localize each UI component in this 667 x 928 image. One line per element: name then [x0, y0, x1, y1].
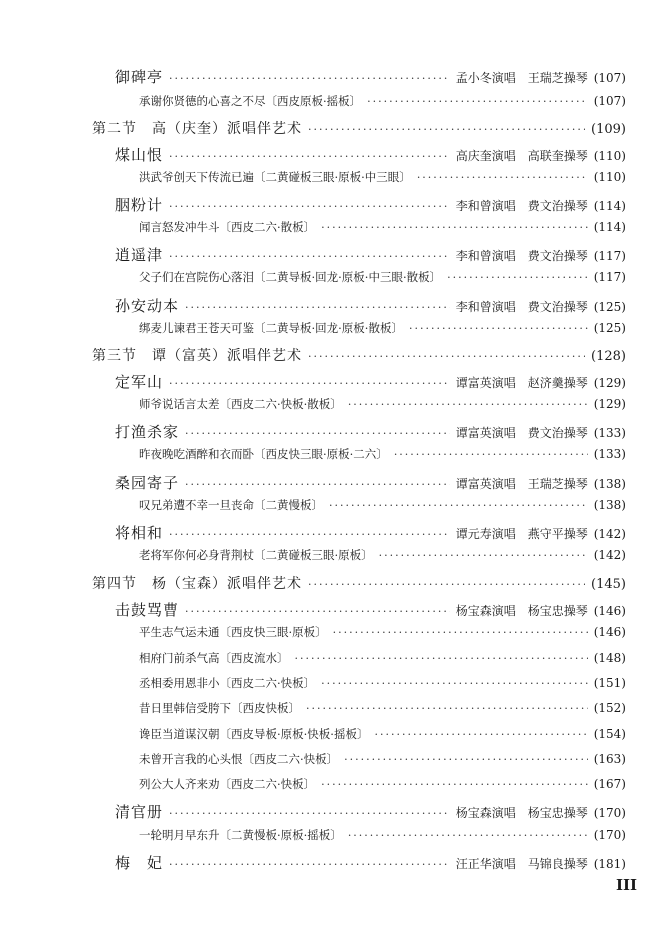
entry-title: 师爷说话言太差〔西皮二六·快板·散板〕	[139, 397, 342, 411]
opera-entry	[115, 371, 626, 392]
dot-leader	[333, 626, 588, 639]
aria-entry	[139, 446, 626, 462]
entry-page: (129)	[593, 376, 626, 390]
entry-title: 未曾开言我的心头恨〔西皮二六·快板〕	[139, 752, 339, 766]
entry-page: (125)	[593, 300, 626, 314]
entry-title: 丞相委用恩非小〔西皮二六·快板〕	[139, 676, 316, 690]
entry-title: 承谢你贤德的心喜之不尽〔西皮原板·摇板〕	[139, 94, 362, 108]
entry-title: 第四节 杨（宝森）派唱伴艺术	[92, 576, 302, 592]
entry-page: (170)	[593, 828, 626, 842]
dot-leader	[321, 677, 588, 690]
entry-page: (145)	[591, 577, 626, 592]
entry-page: (167)	[593, 777, 626, 791]
aria-entry	[139, 650, 626, 666]
aria-entry	[139, 827, 626, 843]
entry-page: (152)	[593, 701, 626, 715]
dot-leader	[185, 427, 450, 440]
dot-leader	[306, 702, 588, 715]
aria-entry	[139, 93, 626, 109]
entry-title: 洪武爷创天下传流已遍〔二黄碰板三眼·原板·中三眼〕	[139, 170, 411, 184]
entry-page: (181)	[593, 857, 626, 871]
entry-page: (114)	[593, 199, 626, 213]
entry-page: (133)	[593, 447, 626, 461]
entry-title: 谗臣当道谋汉朝〔西皮导板·原板·快板·摇板〕	[139, 727, 369, 741]
dot-leader	[169, 807, 450, 820]
entry-title: 相府门前杀气高〔西皮流水〕	[139, 651, 289, 665]
entry-title: 一轮明月早东升〔二黄慢板·原板·摇板〕	[139, 828, 342, 842]
aria-entry	[139, 396, 626, 412]
entry-title: 清官册	[115, 803, 164, 821]
dot-leader	[379, 549, 588, 562]
entry-page: (128)	[591, 349, 626, 364]
entry-page: (117)	[593, 249, 626, 263]
entry-page: (125)	[593, 321, 626, 335]
entry-title: 梅 妃	[115, 854, 164, 872]
entry-title: 逍遥津	[115, 246, 164, 264]
entry-title: 将相和	[115, 524, 164, 542]
entry-page: (154)	[593, 727, 626, 741]
dot-leader	[169, 858, 450, 871]
dot-leader	[295, 652, 588, 665]
entry-title: 打渔杀家	[115, 423, 180, 441]
opera-entry	[115, 522, 626, 543]
entry-title: 第二节 高（庆奎）派唱伴艺术	[92, 121, 302, 137]
aria-entry	[139, 219, 626, 235]
dot-leader	[185, 478, 450, 491]
entry-title: 击鼓骂曹	[115, 601, 180, 619]
entry-title: 平生志气运未通〔西皮快三眼·原板〕	[139, 625, 327, 639]
entry-title: 定军山	[115, 373, 164, 391]
opera-entry	[115, 66, 626, 87]
entry-page: (146)	[593, 625, 626, 639]
entry-title: 御碑亭	[115, 68, 164, 86]
entry-page: (117)	[593, 270, 626, 284]
entry-title: 第三节 谭（富英）派唱伴艺术	[92, 348, 302, 364]
entry-title: 闻言怒发冲牛斗〔西皮二六·散板〕	[139, 220, 316, 234]
entry-performers: 谭富英演唱 王瑞芝操琴	[455, 477, 588, 491]
entry-performers: 李和曾演唱 费文治操琴	[455, 199, 588, 213]
dot-leader	[447, 271, 588, 284]
aria-entry	[139, 269, 626, 285]
entry-title: 列公大人齐来劝〔西皮二六·快板〕	[139, 777, 316, 791]
dot-leader	[169, 150, 450, 163]
opera-entry	[115, 295, 626, 316]
entry-page: (138)	[593, 498, 626, 512]
page-number: III	[616, 876, 638, 894]
dot-leader	[417, 171, 588, 184]
aria-entry	[139, 169, 626, 185]
entry-performers: 孟小冬演唱 王瑞芝操琴	[455, 71, 588, 85]
opera-entry	[115, 194, 626, 215]
entry-performers: 谭富英演唱 费文治操琴	[455, 426, 588, 440]
dot-leader	[169, 200, 450, 213]
dot-leader	[169, 528, 450, 541]
aria-entry	[139, 700, 626, 716]
dot-leader	[308, 350, 585, 363]
opera-entry	[115, 599, 626, 620]
entry-page: (107)	[593, 94, 626, 108]
opera-entry	[115, 852, 626, 873]
entry-title: 胭粉计	[115, 196, 164, 214]
aria-entry	[139, 320, 626, 336]
entry-page: (138)	[593, 477, 626, 491]
entry-performers: 杨宝森演唱 杨宝忠操琴	[455, 806, 588, 820]
aria-entry	[139, 624, 626, 640]
entry-performers: 汪正华演唱 马锦良操琴	[455, 857, 588, 871]
aria-entry	[139, 497, 626, 513]
dot-leader	[308, 123, 585, 136]
entry-performers: 谭富英演唱 赵济羹操琴	[455, 376, 588, 390]
entry-title: 叹兄弟遭不幸一旦丧命〔二黄慢板〕	[139, 498, 323, 512]
entry-title: 父子们在宫院伤心落泪〔二黄导板·回龙·原板·中三眼·散板〕	[139, 270, 442, 284]
dot-leader	[409, 322, 588, 335]
entry-page: (148)	[593, 651, 626, 665]
entry-performers: 谭元寿演唱 燕守平操琴	[455, 527, 588, 541]
entry-page: (110)	[593, 170, 626, 184]
dot-leader	[169, 250, 450, 263]
entry-title: 桑园寄子	[115, 474, 180, 492]
opera-entry	[115, 801, 626, 822]
dot-leader	[394, 448, 588, 461]
section-entry	[92, 345, 626, 365]
entry-page: (114)	[593, 220, 626, 234]
aria-entry	[139, 547, 626, 563]
entry-page: (146)	[593, 604, 626, 618]
entry-performers: 李和曾演唱 费文治操琴	[455, 249, 588, 263]
aria-entry	[139, 675, 626, 691]
dot-leader	[185, 301, 450, 314]
dot-leader	[169, 72, 450, 85]
entry-page: (170)	[593, 806, 626, 820]
dot-leader	[348, 829, 588, 842]
entry-title: 昨夜晚吃酒醉和衣而卧〔西皮快三眼·原板·二六〕	[139, 447, 388, 461]
dot-leader	[308, 578, 585, 591]
dot-leader	[374, 728, 587, 741]
entry-page: (110)	[593, 149, 626, 163]
dot-leader	[329, 499, 588, 512]
entry-page: (129)	[593, 397, 626, 411]
opera-entry	[115, 244, 626, 265]
entry-title: 绑麦儿谏君王苍天可鉴〔二黄导板·回龙·原板·散板〕	[139, 321, 403, 335]
dot-leader	[344, 753, 588, 766]
section-entry	[92, 573, 626, 593]
entry-title: 昔日里韩信受胯下〔西皮快板〕	[139, 701, 300, 715]
dot-leader	[321, 221, 588, 234]
entry-performers: 杨宝森演唱 杨宝忠操琴	[455, 604, 588, 618]
section-entry	[92, 118, 626, 138]
entry-page: (107)	[593, 71, 626, 85]
entry-page: (151)	[593, 676, 626, 690]
aria-entry	[139, 751, 626, 767]
opera-entry	[115, 421, 626, 442]
dot-leader	[348, 398, 588, 411]
entry-page: (133)	[593, 426, 626, 440]
entry-title: 老将军你何必身背荆杖〔二黄碰板三眼·原板〕	[139, 548, 373, 562]
dot-leader	[367, 95, 588, 108]
entry-performers: 高庆奎演唱 高联奎操琴	[455, 149, 588, 163]
opera-entry	[115, 472, 626, 493]
aria-entry	[139, 776, 626, 792]
entry-page: (163)	[593, 752, 626, 766]
opera-entry	[115, 144, 626, 165]
dot-leader	[321, 778, 588, 791]
entry-title: 煤山恨	[115, 146, 164, 164]
entry-title: 孙安动本	[115, 297, 180, 315]
entry-page: (109)	[591, 122, 626, 137]
entry-page: (142)	[593, 527, 626, 541]
entry-performers: 李和曾演唱 费文治操琴	[455, 300, 588, 314]
aria-entry	[139, 726, 626, 742]
dot-leader	[185, 605, 450, 618]
dot-leader	[169, 377, 450, 390]
entry-page: (142)	[593, 548, 626, 562]
